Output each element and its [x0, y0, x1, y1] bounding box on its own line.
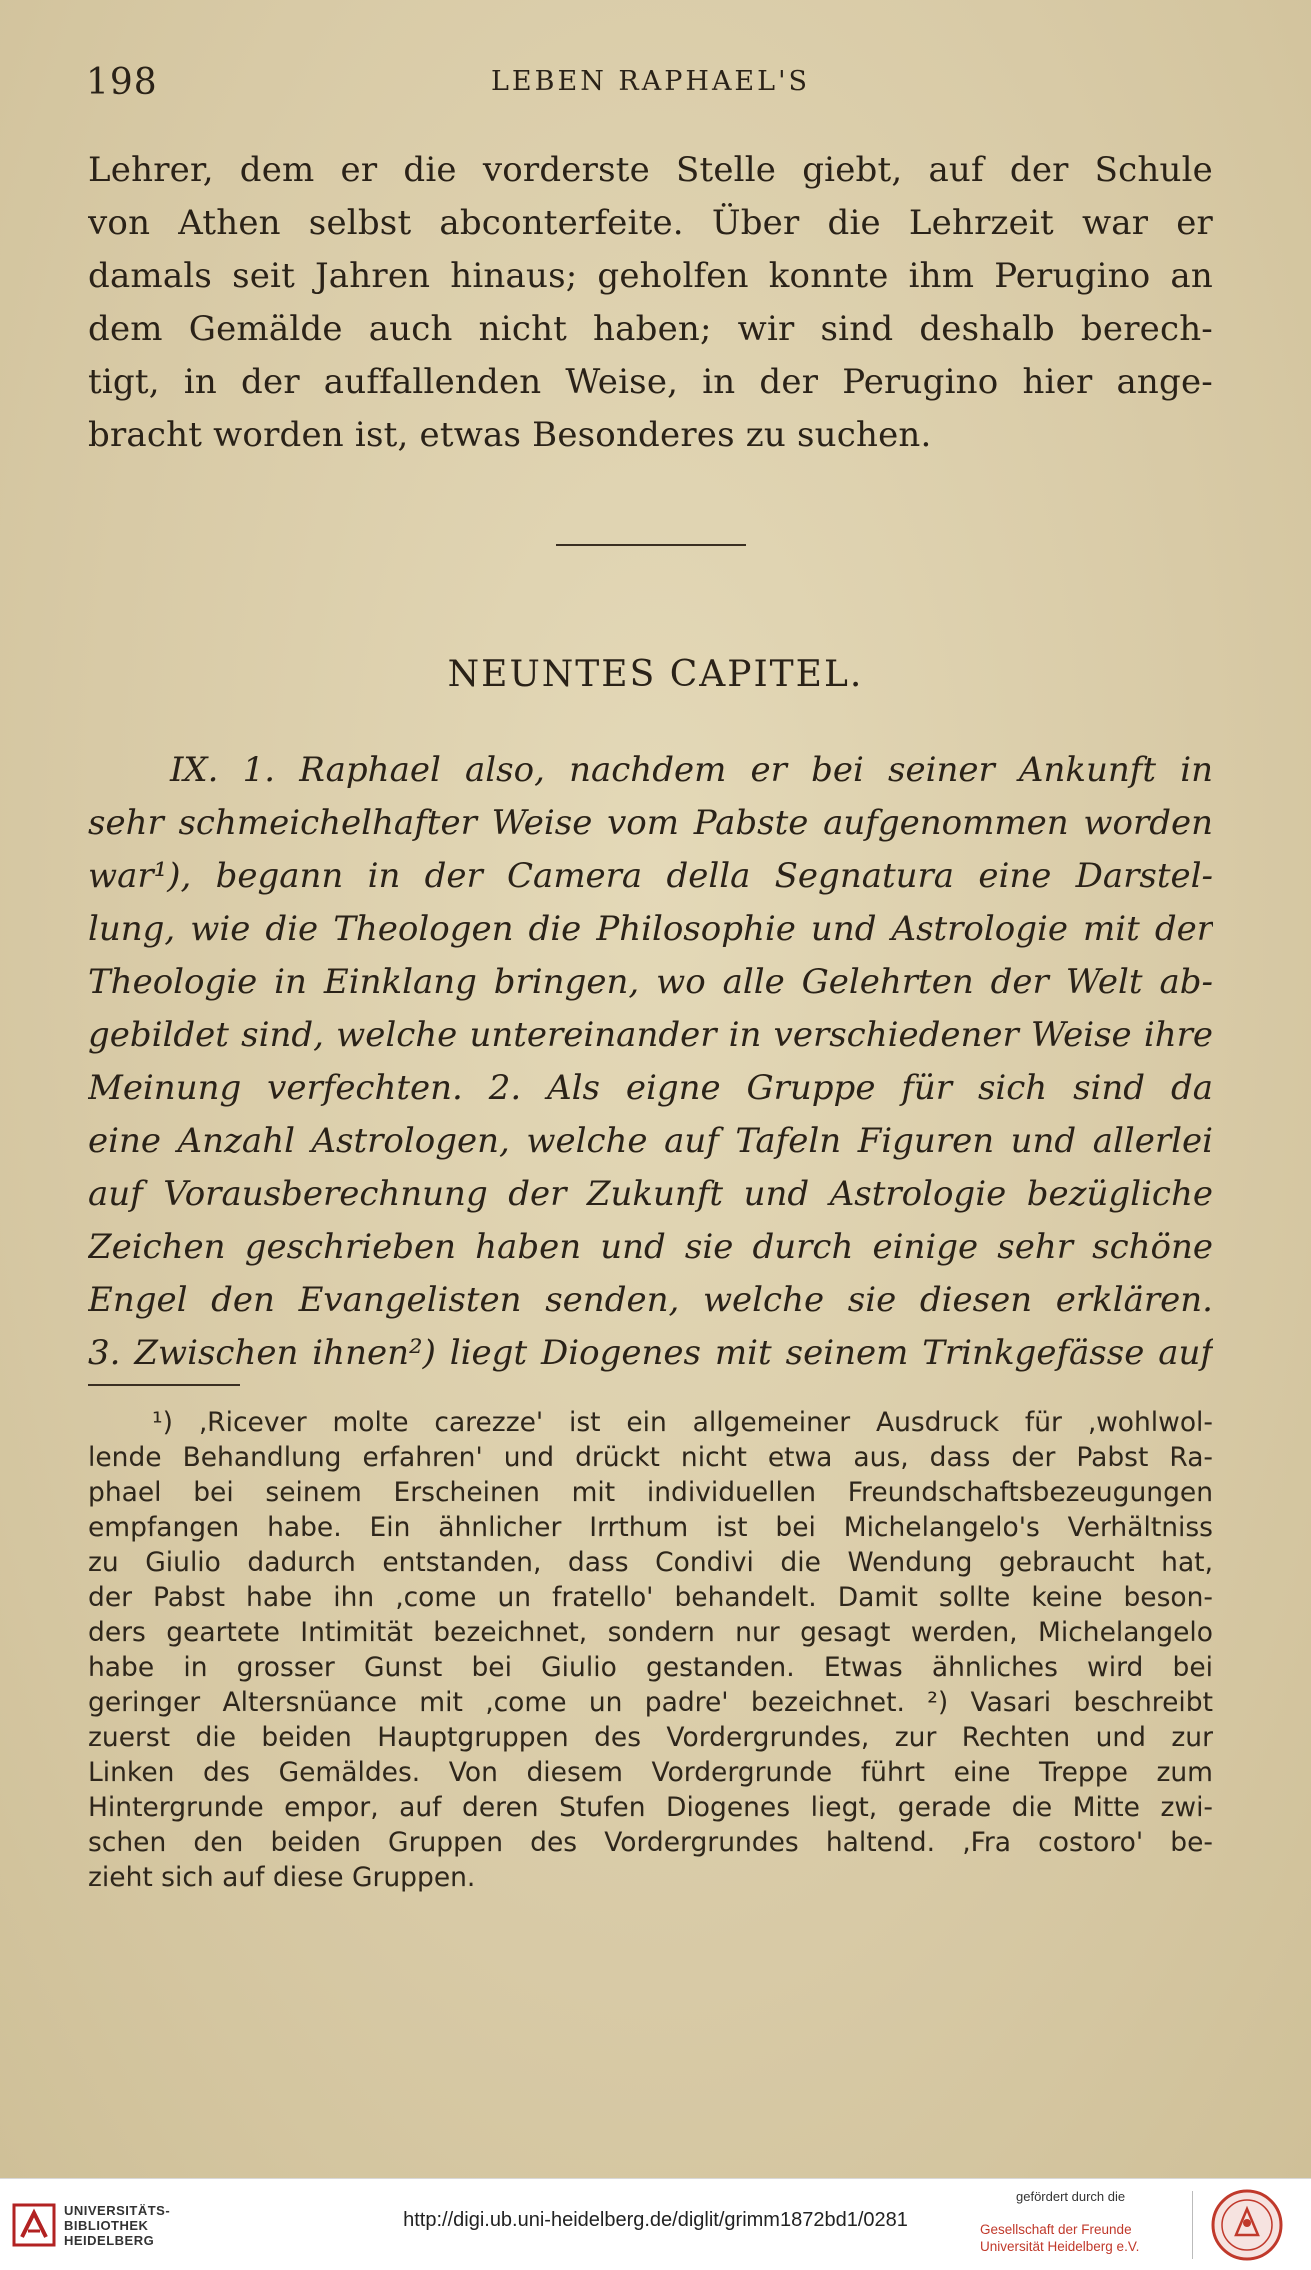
footer-divider: [1192, 2191, 1193, 2259]
text-line: bracht worden ist, etwas Besonderes zu suchen.: [88, 415, 932, 455]
text-line: damals seit Jahren hinaus; geholfen konnte ihm Perugino an: [88, 256, 1213, 296]
text-line: gebildet sind, welche untereinander in verschiedener Weise ihre: [88, 1015, 1213, 1055]
footnote-line: der Pabst habe ihn ‚come un fratello' behandelt. Damit sollte keine beson-: [88, 1582, 1213, 1613]
footnotes: [88, 1405, 1213, 1895]
footnote-line: geringer Altersnüance mit ‚come un padre' bezeichnet. ²) Vasari beschreibt: [88, 1687, 1213, 1718]
permalink-url[interactable]: http://digi.ub.uni-heidelberg.de/diglit/grimm1872bd1/0281: [403, 2209, 908, 2231]
running-title: LEBEN RAPHAEL'S: [491, 66, 810, 97]
footnote-line: ders geartete Intimität bezeichnet, sondern nur gesagt werden, Michelangelo: [88, 1617, 1213, 1648]
intro-paragraph: [88, 144, 1213, 462]
footnote-line: zu Giulio dadurch entstanden, dass Condivi die Wendung gebraucht hat,: [88, 1547, 1213, 1578]
text-line: dem Gemälde auch nicht haben; wir sind deshalb berech-: [88, 309, 1213, 349]
text-line: sehr schmeichelhafter Weise vom Pabste aufgenommen worden: [88, 803, 1213, 843]
sponsor-name[interactable]: Gesellschaft der Freunde Universität Heidelberg e.V.: [980, 2222, 1140, 2254]
footnote-line: empfangen habe. Ein ähnlicher Irrthum ist bei Michelangelo's Verhältniss: [88, 1512, 1213, 1543]
footnote-line: zieht sich auf diese Gruppen.: [88, 1862, 476, 1893]
text-line: IX. 1. Raphael also, nachdem er bei seiner Ankunft in: [170, 750, 1213, 790]
text-line: auf Vorausberechnung der Zukunft und Astrologie bezügliche: [88, 1174, 1213, 1214]
text-line: tigt, in der auffallenden Weise, in der Perugino hier ange-: [88, 362, 1213, 402]
chapter-paragraph: [88, 744, 1213, 1380]
text-line: Zeichen geschrieben haben und sie durch einige sehr schöne: [88, 1227, 1213, 1267]
footnote-divider: [88, 1384, 240, 1386]
viewer-footer: [0, 2178, 1311, 2270]
footnote-line: habe in grosser Gunst bei Giulio gestanden. Etwas ähnliches wird bei: [88, 1652, 1213, 1683]
footnote-line: lende Behandlung erfahren' und drückt nicht etwa aus, dass der Pabst Ra-: [88, 1442, 1213, 1473]
library-name: UNIVERSITÄTS- BIBLIOTHEK HEIDELBERG: [64, 2203, 171, 2248]
text-line: 3. Zwischen ihnen²) liegt Diogenes mit seinem Trinkgefässe auf: [88, 1333, 1213, 1373]
footnote-line: phael bei seinem Erscheinen mit individuellen Freundschaftsbezeugungen: [88, 1477, 1213, 1508]
footnote-line: zuerst die beiden Hauptgruppen des Vordergrundes, zur Rechten und zur: [88, 1722, 1213, 1753]
text-line: Engel den Evangelisten senden, welche sie diesen erklären.: [88, 1280, 1213, 1320]
footnote-line: schen den beiden Gruppen des Vordergrundes haltend. ‚Fra costoro' be-: [88, 1827, 1213, 1858]
text-line: lung, wie die Theologen die Philosophie und Astrologie mit der: [88, 909, 1213, 949]
text-line: eine Anzahl Astrologen, welche auf Tafeln Figuren und allerlei: [88, 1121, 1213, 1161]
footnote-line: ¹) ‚Ricever molte carezze' ist ein allgemeiner Ausdruck für ‚wohlwol-: [152, 1407, 1213, 1438]
text-line: Theologie in Einklang bringen, wo alle Gelehrten der Welt ab-: [88, 962, 1213, 1002]
sponsor-intro: gefördert durch die: [1016, 2189, 1126, 2204]
footnote-line: Hintergrunde empor, auf deren Stufen Diogenes liegt, gerade die Mitte zwi-: [88, 1792, 1213, 1823]
text-line: von Athen selbst abconterfeite. Über die Lehrzeit war er: [88, 203, 1213, 243]
text-line: Meinung verfechten. 2. Als eigne Gruppe für sich sind da: [88, 1068, 1213, 1108]
page-number: 198: [86, 62, 158, 103]
text-line: war¹), begann in der Camera della Segnatura eine Darstel-: [88, 856, 1213, 896]
university-seal-icon: [1206, 2187, 1288, 2263]
page-header: [86, 62, 1215, 112]
footnote-line: Linken des Gemäldes. Von diesem Vordergrunde führt eine Treppe zum: [88, 1757, 1213, 1788]
section-divider: [556, 544, 746, 546]
text-line: Lehrer, dem er die vorderste Stelle giebt, auf der Schule: [88, 150, 1213, 190]
chapter-title: NEUNTES CAPITEL.: [447, 654, 864, 695]
